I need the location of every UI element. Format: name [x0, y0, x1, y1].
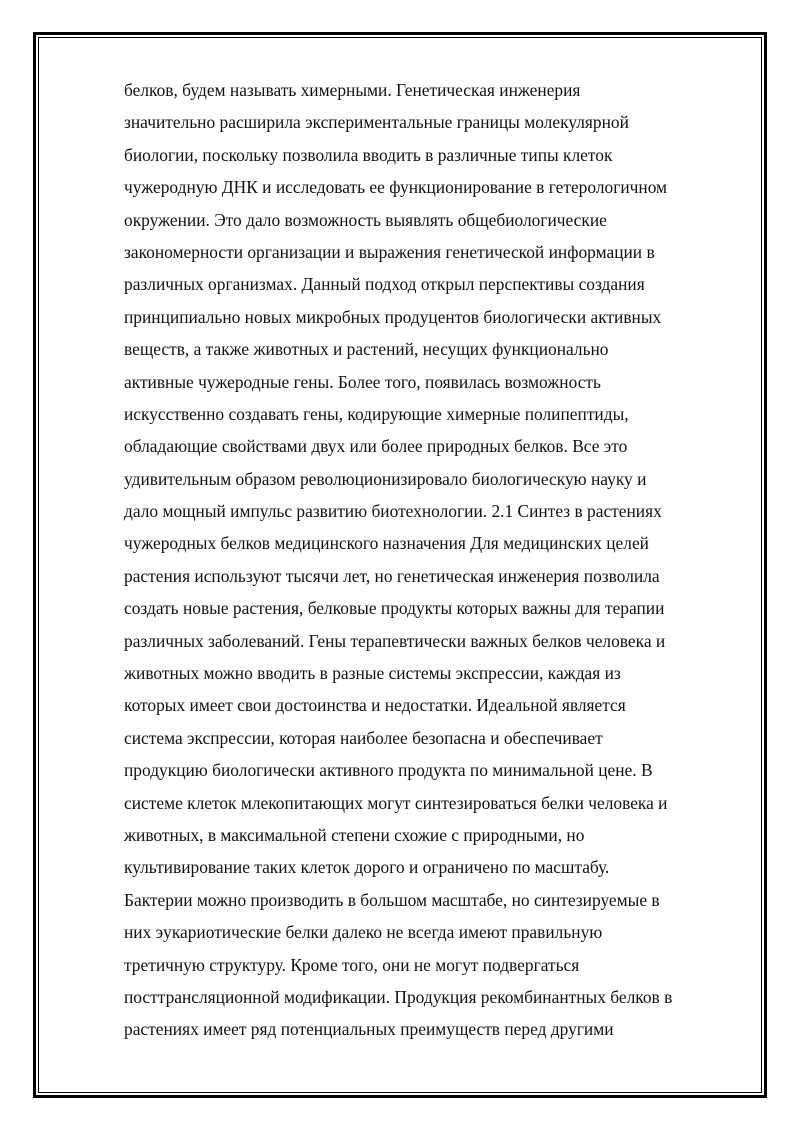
text-line: удивительным образом революционизировало биологическую науку и	[124, 468, 647, 489]
text-line: Бактерии можно производить в большом масштабе, но синтезируемые в	[124, 889, 660, 910]
text-line: растениях имеет ряд потенциальных преимуществ перед другими	[124, 1019, 614, 1040]
text-line: чужеродных белков медицинского назначения Для медицинских целей	[124, 533, 649, 554]
text-line: искусственно создавать гены, кодирующие химерные полипептиды,	[124, 403, 629, 424]
text-line: различных организмах. Данный подход открыл перспективы создания	[124, 274, 645, 295]
text-line: значительно расширила экспериментальные границы молекулярной	[124, 112, 629, 133]
text-line: посттрансляционной модификации. Продукция рекомбинантных белков в	[124, 986, 673, 1007]
text-line: системе клеток млекопитающих могут синтезироваться белки человека и	[124, 792, 668, 813]
text-line: биологии, поскольку позволила вводить в различные типы клеток	[124, 144, 613, 165]
body-text	[124, 74, 744, 1046]
text-line: животных, в максимальной степени схожие с природными, но	[124, 824, 585, 845]
text-line: веществ, а также животных и растений, несущих функционально	[124, 339, 609, 360]
text-line: животных можно вводить в разные системы экспрессии, каждая из	[124, 663, 621, 684]
text-line: продукцию биологически активного продукта по минимальной цене. В	[124, 760, 653, 781]
text-line: закономерности организации и выражения генетической информации в	[124, 241, 655, 262]
text-line: различных заболеваний. Гены терапевтически важных белков человека и	[124, 630, 666, 651]
text-line: растения используют тысячи лет, но генетическая инженерия позволила	[124, 565, 660, 586]
text-line: которых имеет свои достоинства и недостатки. Идеальной является	[124, 695, 626, 716]
text-line: культивирование таких клеток дорого и ограничено по масштабу.	[124, 857, 610, 878]
text-line: дало мощный импульс развитию биотехнологии. 2.1 Синтез в растениях	[124, 501, 662, 522]
text-line: чужеродную ДНК и исследовать ее функционирование в гетерологичном	[124, 177, 668, 198]
text-line: система экспрессии, которая наиболее безопасна и обеспечивает	[124, 727, 603, 748]
text-line: окружении. Это дало возможность выявлять общебиологические	[124, 209, 607, 230]
text-line: активные чужеродные гены. Более того, появилась возможность	[124, 371, 601, 392]
text-line: создать новые растения, белковые продукты которых важны для терапии	[124, 598, 665, 619]
text-line: них эукариотические белки далеко не всегда имеют правильную	[124, 922, 603, 943]
text-line: третичную структуру. Кроме того, они не могут подвергаться	[124, 954, 580, 975]
text-line: обладающие свойствами двух или более природных белков. Все это	[124, 436, 628, 457]
text-line: белков, будем называть химерными. Генетическая инженерия	[124, 80, 581, 100]
text-line: принципиально новых микробных продуцентов биологически активных	[124, 306, 662, 327]
